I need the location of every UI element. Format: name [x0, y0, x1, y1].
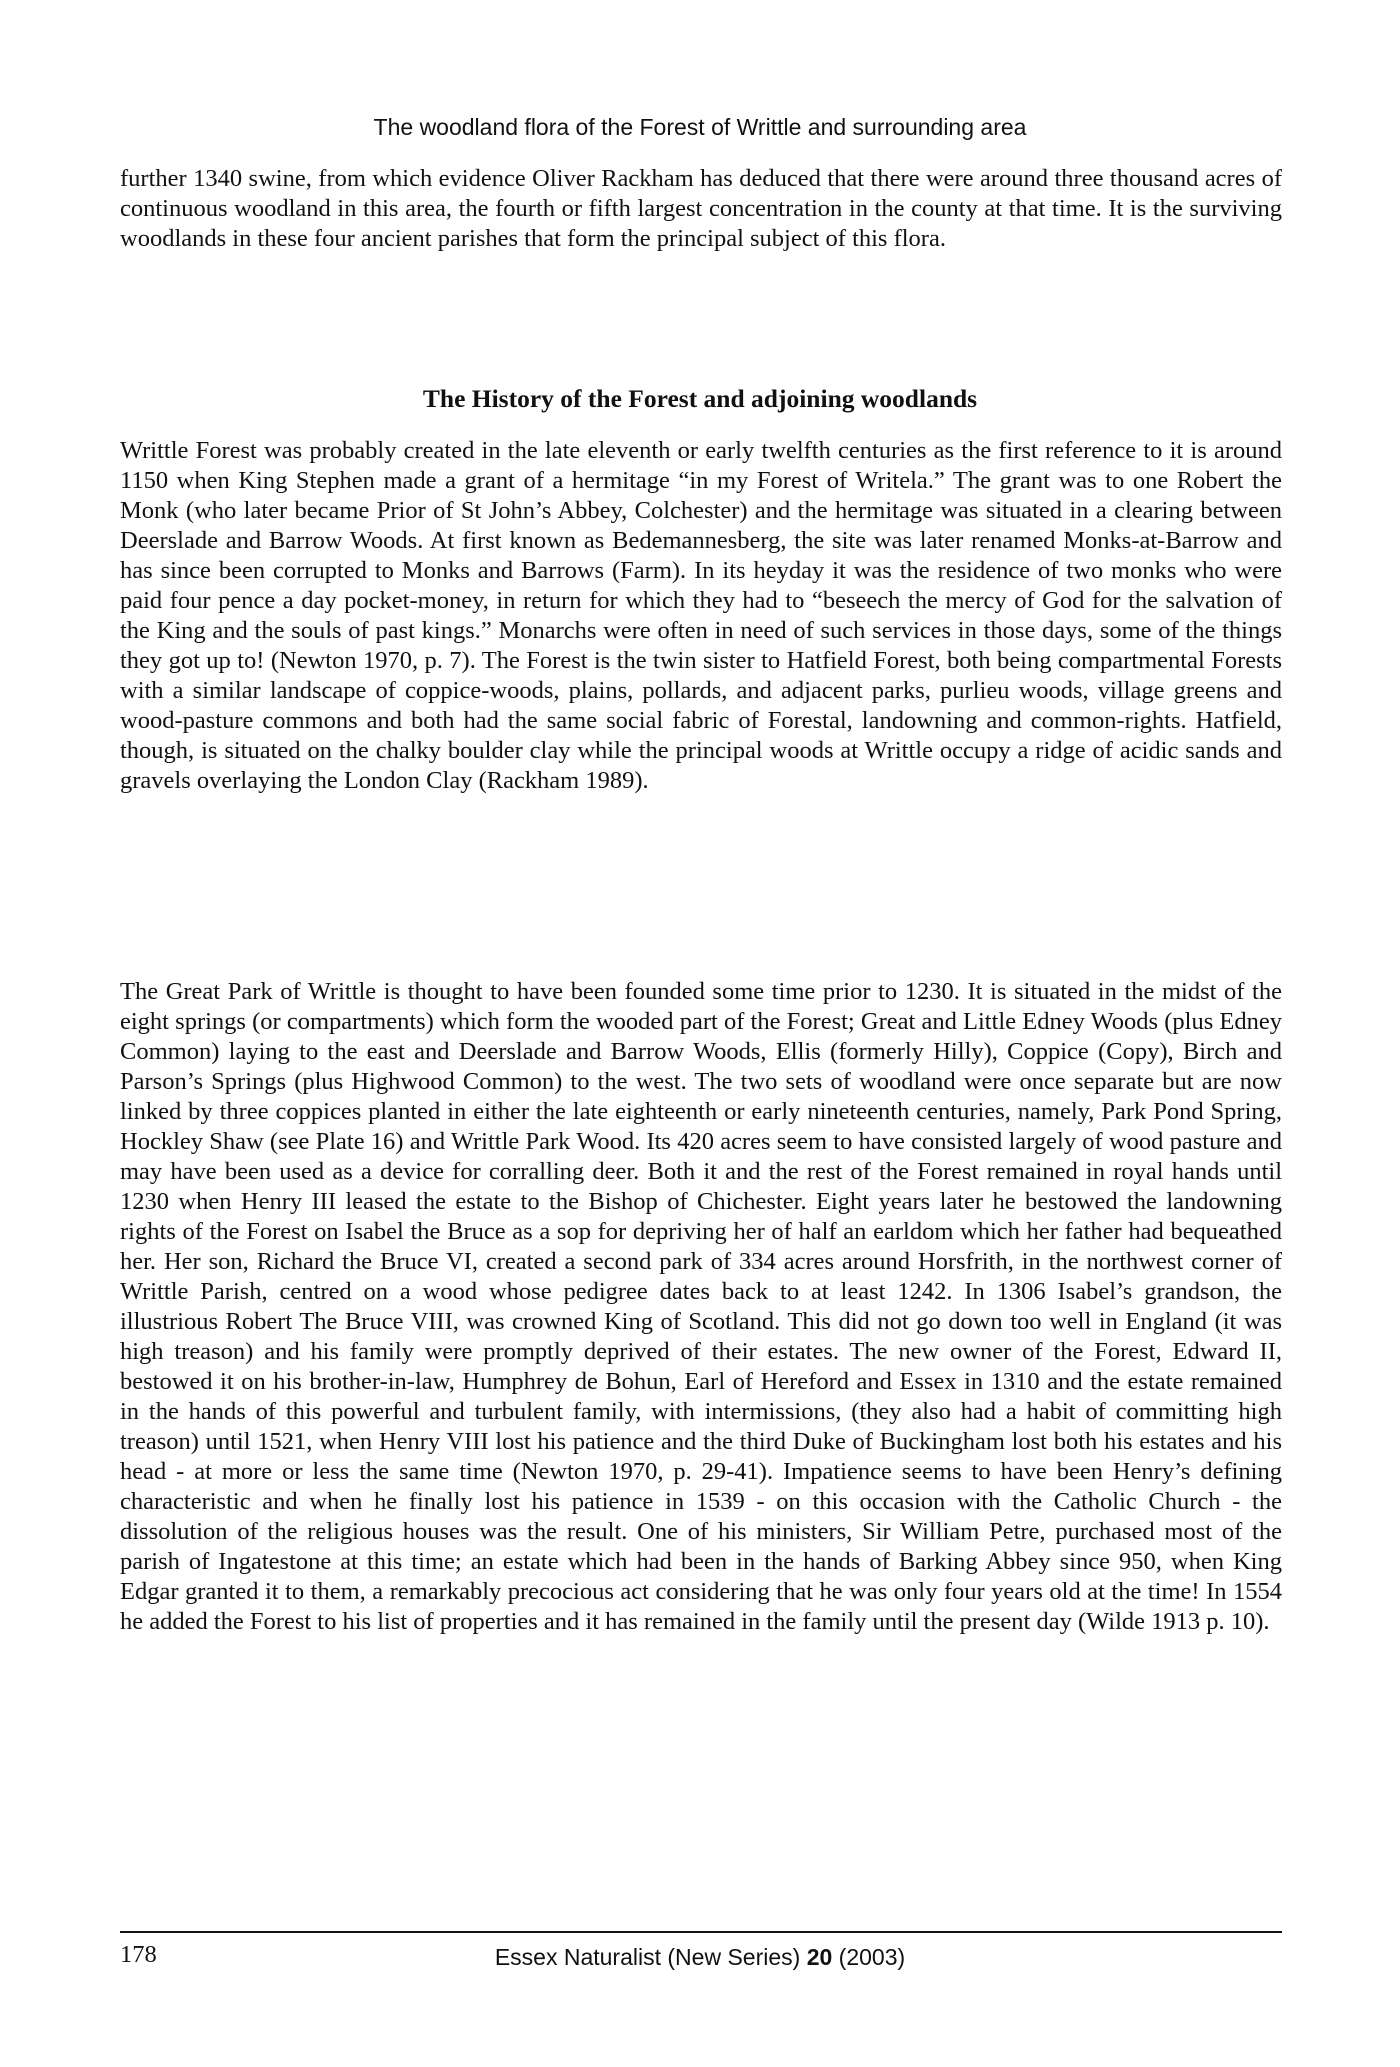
journal-name: Essex Naturalist (New Series): [494, 1944, 801, 1970]
journal-year: (2003): [838, 1944, 906, 1970]
journal-citation: [300, 1942, 1100, 1972]
journal-volume: 20: [806, 1944, 833, 1970]
paragraph-great-park: The Great Park of Writtle is thought to have been founded some time prior to 1230. It is situated in the midst of the eight springs (or compartments) which form the wooded part of the Forest; Great and Little Edney Woods (plus Edney Common) laying to the east and Deerslade and Barrow Woods, Ellis (formerly Hilly), Coppice (Copy), Birch and Parson’s Springs (plus Highwood Common) to the west. The two sets of woodland were once separate but are now linked by three coppices planted in either the late eighteenth or early nineteenth centuries, namely, Park Pond Spring, Hockley Shaw (see Plate 16) and Writtle Park Wood. Its 420 acres seem to have consisted largely of wood pasture and may have been used as a device for corralling deer. Both it and the rest of the Forest remained in royal hands until 1230 when Henry III leased the estate to the Bishop of Chichester. Eight years later he bestowed the landowning rights of the Forest on Isabel the Bruce as a sop for depriving her of half an earldom which her father had bequeathed her. Her son, Richard the Bruce VI, created a second park of 334 acres around Horsfrith, in the northwest corner of Writtle Parish, centred on a wood whose pedigree dates back to at least 1242. In 1306 Isabel’s grandson, the illustrious Robert The Bruce VIII, was crowned King of Scotland. This did not go down too well in England (it was high treason) and his family were promptly deprived of their estates. The new owner of the Forest, Edward II, bestowed it on his brother-in-law, Humphrey de Bohun, Earl of Hereford and Essex in 1310 and the estate remained in the hands of this powerful and turbulent family, with intermissions, (they also had a habit of committing high treason) until 1521, when Henry VIII lost his patience and the third Duke of Buckingham lost both his estates and his head - at more or less the same time (Newton 1970, p. 29-41). Impatience seems to have been Henry’s defining characteristic and when he finally lost his patience in 1539 - on this occasion with the Catholic Church - the dissolution of the religious houses was the result. One of his ministers, Sir William Petre, purchased most of the parish of Ingatestone at this time; an estate which had been in the hands of Barking Abbey since 950, when King Edgar granted it to them, a remarkably precocious act considering that he was only four years old at the time! In 1554 he added the Forest to his list of properties and it has remained in the family until the present day (Wilde 1913 p. 10).: [120, 978, 1282, 1635]
running-title: The woodland flora of the Forest of Writtle and surrounding area: [373, 114, 1027, 140]
paragraph-forest-history: Writtle Forest was probably created in the late eleventh or early twelfth centuries as the first reference to it is around 1150 when King Stephen made a grant of a hermitage “in my Forest of Writela.” The grant was to one Robert the Monk (who later became Prior of St John’s Abbey, Colchester) and the hermitage was situated in a clearing between Deerslade and Barrow Woods. At first known as Bedemannesberg, the site was later renamed Monks-at-Barrow and has since been corrupted to Monks and Barrows (Farm). In its heyday it was the residence of two monks who were paid four pence a day pocket-money, in return for which they had to “beseech the mercy of God for the salvation of the King and the souls of past kings.” Monarchs were often in need of such services in those days, some of the things they got up to! (Newton 1970, p. 7). The Forest is the twin sister to Hatfield Forest, both being compartmental Forests with a similar landscape of coppice-woods, plains, pollards, and adjacent parks, purlieu woods, village greens and wood-pasture commons and both had the same social fabric of Forestal, landowning and common-rights. Hatfield, though, is situated on the chalky boulder clay while the principal woods at Writtle occupy a ridge of acidic sands and gravels overlaying the London Clay (Rackham 1989).: [120, 437, 1282, 794]
section-heading: The History of the Forest and adjoining woodlands: [422, 384, 978, 413]
paragraph-intro: further 1340 swine, from which evidence Oliver Rackham has deduced that there were around three thousand acres of continuous woodland in this area, the fourth or fifth largest concentration in the county at that time. It is the surviving woodlands in these four ancient parishes that form the principal subject of this flora.: [120, 165, 1282, 252]
page-number: 178: [120, 1941, 157, 1968]
footer-divider: [120, 1931, 1282, 1933]
